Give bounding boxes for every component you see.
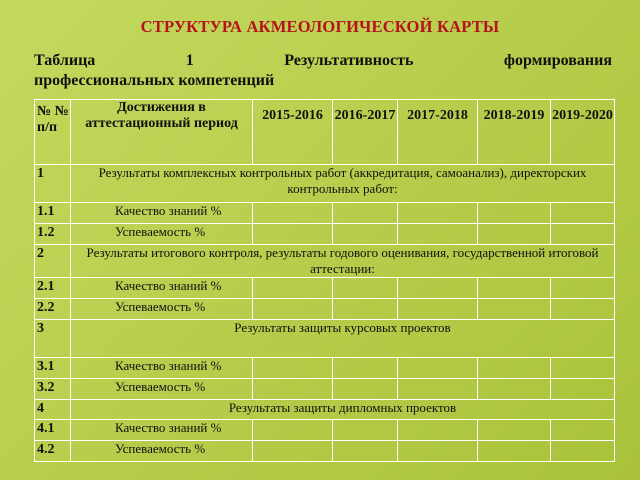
- value-cell: [253, 379, 333, 400]
- value-cell: [398, 358, 478, 379]
- section-row: [35, 245, 615, 278]
- row-number: 1.2: [35, 224, 71, 245]
- value-cell: [398, 278, 478, 299]
- value-cell: [253, 358, 333, 379]
- header-year: 2015-2016: [253, 100, 333, 165]
- metric-row: [35, 379, 615, 400]
- header-achievements: Достижения в аттестационный период: [71, 100, 253, 165]
- metric-row: [35, 299, 615, 320]
- value-cell: [398, 441, 478, 462]
- row-number: 1.1: [35, 203, 71, 224]
- header-year: 2019-2020: [551, 100, 615, 165]
- value-cell: [478, 299, 551, 320]
- row-number: 3.1: [35, 358, 71, 379]
- value-cell: [333, 203, 398, 224]
- value-cell: [551, 224, 615, 245]
- section-row: [35, 320, 615, 358]
- metric-label: Успеваемость %: [71, 379, 253, 400]
- metric-row: [35, 203, 615, 224]
- caption-word: 1: [185, 52, 194, 69]
- value-cell: [478, 203, 551, 224]
- value-cell: [551, 299, 615, 320]
- metric-row: [35, 420, 615, 441]
- value-cell: [551, 278, 615, 299]
- value-cell: [398, 299, 478, 320]
- value-cell: [333, 420, 398, 441]
- section-number: 1: [35, 165, 71, 203]
- value-cell: [333, 358, 398, 379]
- value-cell: [551, 203, 615, 224]
- metric-label: Качество знаний %: [71, 358, 253, 379]
- value-cell: [478, 278, 551, 299]
- metric-row: [35, 224, 615, 245]
- value-cell: [253, 278, 333, 299]
- metric-row: [35, 441, 615, 462]
- value-cell: [333, 299, 398, 320]
- value-cell: [478, 224, 551, 245]
- value-cell: [333, 379, 398, 400]
- value-cell: [253, 224, 333, 245]
- value-cell: [478, 379, 551, 400]
- metric-label: Качество знаний %: [71, 203, 253, 224]
- row-number: 4.2: [35, 441, 71, 462]
- metric-label: Успеваемость %: [71, 299, 253, 320]
- page-title: СТРУКТУРА АКМЕОЛОГИЧЕСКОЙ КАРТЫ: [140, 17, 500, 36]
- value-cell: [253, 299, 333, 320]
- section-title: Результаты защиты дипломных проектов: [71, 400, 615, 420]
- section-row: [35, 165, 615, 203]
- value-cell: [253, 441, 333, 462]
- metric-label: Качество знаний %: [71, 420, 253, 441]
- caption-line-2: профессиональных компетенций: [34, 72, 275, 89]
- caption-word: Результативность: [284, 52, 414, 69]
- metric-label: Качество знаний %: [71, 278, 253, 299]
- section-number: 2: [35, 245, 71, 278]
- header-year: 2018-2019: [478, 100, 551, 165]
- value-cell: [478, 420, 551, 441]
- caption-line-1: [34, 51, 612, 71]
- section-title: Результаты итогового контроля, результаты годового оценивания, государственной итоговой аттестации:: [71, 245, 615, 278]
- value-cell: [551, 379, 615, 400]
- metric-row: [35, 358, 615, 379]
- metric-label: Успеваемость %: [71, 441, 253, 462]
- metric-row: [35, 278, 615, 299]
- header-year: 2017-2018: [398, 100, 478, 165]
- value-cell: [333, 278, 398, 299]
- section-title: Результаты комплексных контрольных работ (аккредитация, самоанализ), директорских контрольных работ:: [71, 165, 615, 203]
- value-cell: [551, 358, 615, 379]
- value-cell: [551, 420, 615, 441]
- section-row: [35, 400, 615, 420]
- table-caption: [34, 51, 612, 91]
- value-cell: [478, 441, 551, 462]
- value-cell: [253, 203, 333, 224]
- section-number: 4: [35, 400, 71, 420]
- value-cell: [398, 224, 478, 245]
- value-cell: [398, 379, 478, 400]
- row-number: 4.1: [35, 420, 71, 441]
- value-cell: [333, 441, 398, 462]
- header-row: [35, 100, 615, 165]
- section-number: 3: [35, 320, 71, 358]
- row-number: 2.1: [35, 278, 71, 299]
- section-title: Результаты защиты курсовых проектов: [71, 320, 615, 358]
- metric-label: Успеваемость %: [71, 224, 253, 245]
- value-cell: [253, 420, 333, 441]
- header-num: № № п/п: [35, 100, 71, 165]
- row-number: 3.2: [35, 379, 71, 400]
- header-year: 2016-2017: [333, 100, 398, 165]
- value-cell: [333, 224, 398, 245]
- value-cell: [551, 441, 615, 462]
- caption-word: Таблица: [34, 52, 96, 69]
- competency-table: [34, 99, 615, 462]
- row-number: 2.2: [35, 299, 71, 320]
- value-cell: [478, 358, 551, 379]
- caption-word: формирования: [503, 52, 612, 69]
- value-cell: [398, 203, 478, 224]
- value-cell: [398, 420, 478, 441]
